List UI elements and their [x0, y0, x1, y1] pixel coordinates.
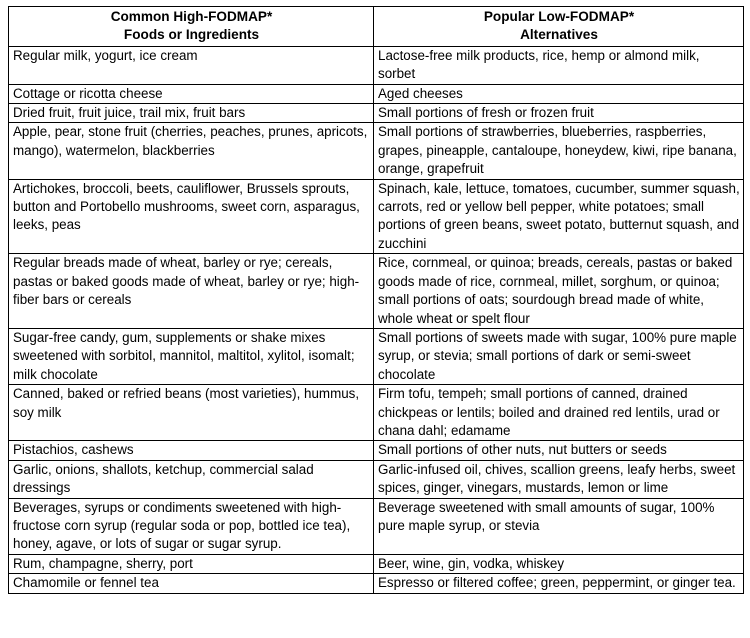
table-row [9, 554, 744, 573]
table-row [9, 460, 744, 498]
header-line: Popular Low-FODMAP* [483, 9, 635, 24]
high-fodmap-cell: Apple, pear, stone fruit (cherries, peaches, prunes, apricots, mango), watermelon, blackberries [9, 123, 374, 179]
high-fodmap-cell: Sugar-free candy, gum, supplements or shake mixes sweetened with sorbitol, mannitol, maltitol, xylitol, isomalt; milk chocolate [9, 328, 374, 384]
high-fodmap-cell: Pistachios, cashews [9, 441, 374, 460]
table-row [9, 498, 744, 554]
high-fodmap-cell: Artichokes, broccoli, beets, cauliflower, Brussels sprouts, button and Portobello mushrooms, sweet corn, asparagus, leeks, peas [9, 179, 374, 254]
low-fodmap-cell: Small portions of other nuts, nut butters or seeds [374, 441, 744, 460]
table-row [9, 84, 744, 103]
table-row [9, 254, 744, 329]
high-fodmap-cell: Cottage or ricotta cheese [9, 84, 374, 103]
fodmap-table [8, 6, 744, 594]
table-header-row [9, 7, 744, 47]
low-fodmap-cell: Aged cheeses [374, 84, 744, 103]
low-fodmap-cell: Rice, cornmeal, or quinoa; breads, cereals, pastas or baked goods made of rice, cornmeal, millet, sorghum, or quinoa; small portions of oats; sourdough bread made of white, whole wheat or spelt flour [374, 254, 744, 329]
low-fodmap-cell: Beverage sweetened with small amounts of sugar, 100% pure maple syrup, or stevia [374, 498, 744, 554]
table-row [9, 123, 744, 179]
table-row [9, 574, 744, 593]
high-fodmap-cell: Regular milk, yogurt, ice cream [9, 46, 374, 84]
low-fodmap-cell: Espresso or filtered coffee; green, peppermint, or ginger tea. [374, 574, 744, 593]
high-fodmap-cell: Garlic, onions, shallots, ketchup, commercial salad dressings [9, 460, 374, 498]
high-fodmap-cell: Canned, baked or refried beans (most varieties), hummus, soy milk [9, 385, 374, 441]
table-row [9, 179, 744, 254]
low-fodmap-cell: Small portions of fresh or frozen fruit [374, 104, 744, 123]
column-header-high-fodmap [9, 7, 374, 47]
table-row [9, 385, 744, 441]
column-header-low-fodmap [374, 7, 744, 47]
table-row [9, 104, 744, 123]
header-line: Common High-FODMAP* [110, 9, 273, 24]
table-row [9, 46, 744, 84]
high-fodmap-cell: Beverages, syrups or condiments sweetened with high-fructose corn syrup (regular soda or pop, bottled ice tea), honey, agave, or lots of sugar or sugar syrup. [9, 498, 374, 554]
low-fodmap-cell: Beer, wine, gin, vodka, whiskey [374, 554, 744, 573]
header-line: Alternatives [520, 27, 598, 43]
high-fodmap-cell: Rum, champagne, sherry, port [9, 554, 374, 573]
high-fodmap-cell: Dried fruit, fruit juice, trail mix, fruit bars [9, 104, 374, 123]
low-fodmap-cell: Firm tofu, tempeh; small portions of canned, drained chickpeas or lentils; boiled and drained red lentils, urad or chana dahl; edamame [374, 385, 744, 441]
table-row [9, 328, 744, 384]
table-row [9, 441, 744, 460]
header-line: Foods or Ingredients [123, 27, 260, 43]
low-fodmap-cell: Small portions of sweets made with sugar, 100% pure maple syrup, or stevia; small portions of dark or semi-sweet chocolate [374, 328, 744, 384]
low-fodmap-cell: Lactose-free milk products, rice, hemp or almond milk, sorbet [374, 46, 744, 84]
low-fodmap-cell: Small portions of strawberries, blueberries, raspberries, grapes, pineapple, cantaloupe, honeydew, kiwi, ripe banana, orange, grapefruit [374, 123, 744, 179]
low-fodmap-cell: Garlic-infused oil, chives, scallion greens, leafy herbs, sweet spices, ginger, vinegars, mustards, lemon or lime [374, 460, 744, 498]
low-fodmap-cell: Spinach, kale, lettuce, tomatoes, cucumber, summer squash, carrots, red or yellow bell pepper, white potatoes; small portions of green beans, sweet potato, butternut squash, and zucchini [374, 179, 744, 254]
high-fodmap-cell: Regular breads made of wheat, barley or rye; cereals, pastas or baked goods made of wheat, barley or rye; high-fiber bars or cereals [9, 254, 374, 329]
high-fodmap-cell: Chamomile or fennel tea [9, 574, 374, 593]
